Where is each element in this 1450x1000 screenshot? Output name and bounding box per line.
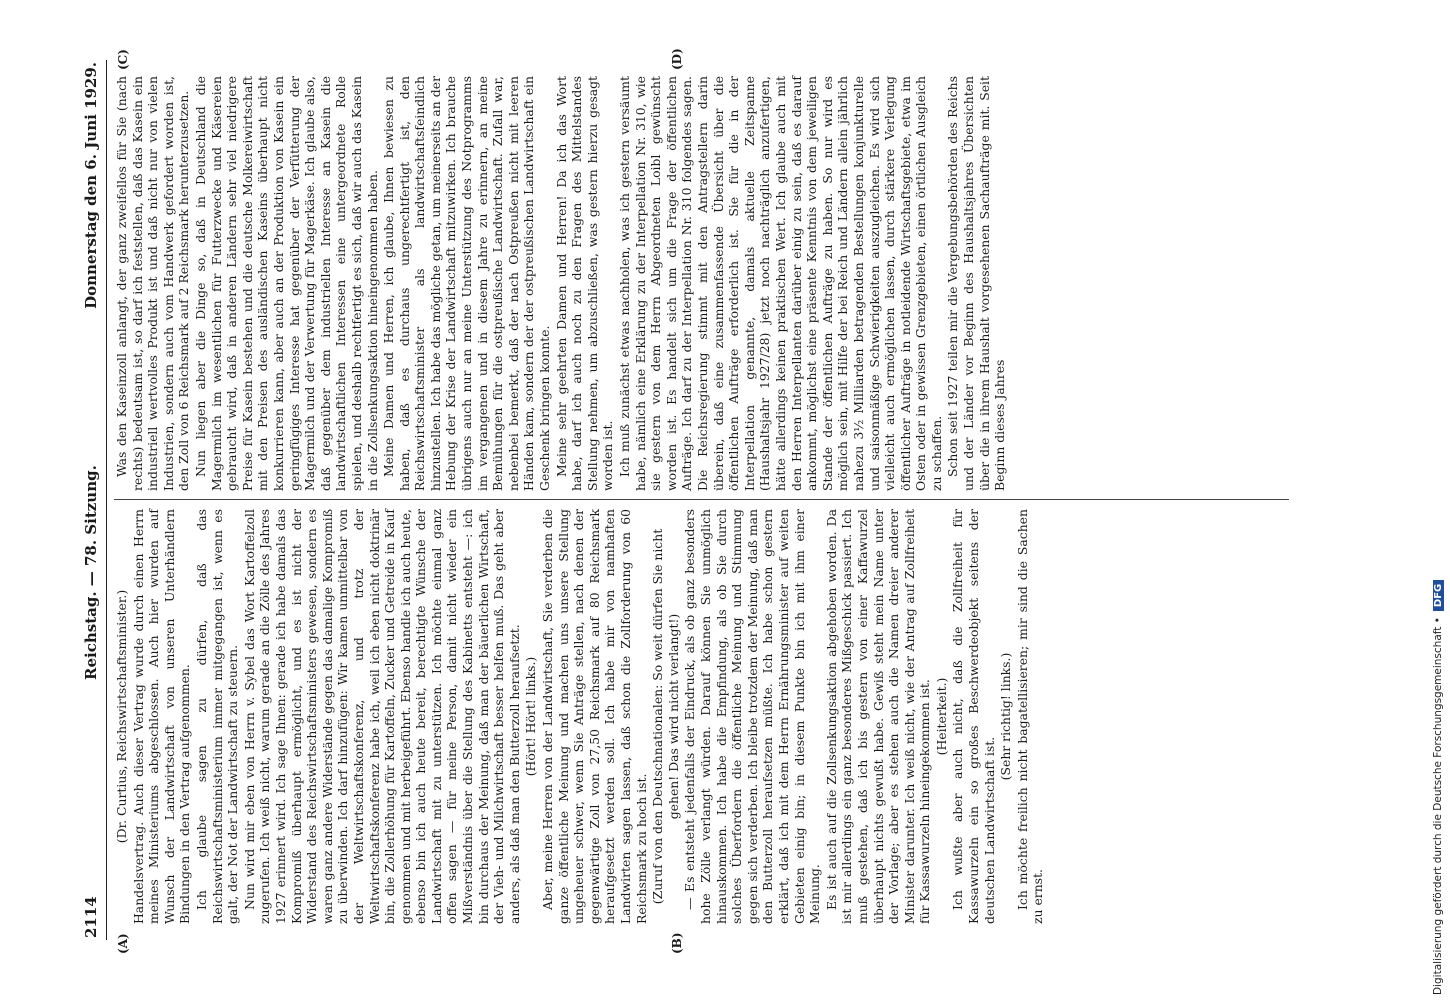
session-title: Reichstag. — 78. Sitzung. — [82, 465, 100, 680]
left-column — [114, 509, 1294, 924]
paragraph: Ich möchte freilich nicht bagatellisieren; mir sind die Sachen zu ernst. — [1014, 509, 1046, 924]
paragraph: Aber, meine Herren von der Landwirtschaft, Sie verderben die ganze öffentliche Meinung und machen uns unsere Stellung ungeheuer schwer, wenn Sie Anträge stellen, nach denen der gegenwärtige Zoll von 27,50 Reichsmark auf 80 Reichsmark heraufgesetzt werden soll. Ich habe mir von namhaften Landwirten sagen lassen, daß schon die Zollforderung von 60 Reichsmark zu hoch ist. — [540, 509, 649, 924]
margin-marker-b: (B) — [670, 932, 684, 954]
column-divider — [114, 499, 1289, 500]
paragraph: Meine sehr geehrten Damen und Herren! Da ich das Wort habe, darf ich auch noch zu den Fragen des Mittelstandes Stellung nehmen, um abzuschließen, was gestern hierzu gesagt worden ist. — [553, 76, 616, 491]
paragraph: Nun wird mir eben von Herrn v. Sybel das Wort Kartoffelzoll zugerufen. Ich weiß nicht, warum gerade an die Zölle des Jahres 1927 erinnert wird. Ich sage Ihnen: gerade ich habe damals das Kompromiß überhaupt ermöglicht, und es ist nicht der Widerstand des Reichswirtschaftsministers gewesen, sondern es waren ganz andere Widerstände gegen das damalige Kompromiß zu überwinden. Ich darf hinzufügen: Wir kamen unmittelbar von der Weltwirtschaftskonferenz, und trotz der Weltwirtschaftskonferenz habe ich, weil ich eben nicht doktrinär bin, die Zollerhöhung für Kartoffeln, Zucker und Getreide in Kauf genommen und mit herbeigeführt. Ebenso handle ich auch heute, ebenso bin ich auch heute bereit, berechtigte Wünsche der Landwirtschaft mit zu unterstützen. Ich möchte einmal ganz offen sagen — für meine Person, damit nicht wieder ein Mißverständnis über die Stellung des Kabinetts entsteht —: ich bin durchaus der Meinung, daß man der bäuerlichen Wirtschaft, der Vieh- und Milchwirtschaft besser helfen muß. Das geht aber anders, als daß man den Butterzoll heraufsetzt. — [241, 509, 522, 924]
paragraph: Was den Kaseinzoll anlangt, der ganz zweifellos für Sie (nach rechts) bedeutsam ist, so darf ich feststellen, daß das Kasein ein industriell wertvolles Produkt ist und daß nicht nur von vielen Industrien, sondern auch vom Handwerk gefordert worden ist, den Zoll von 6 Reichsmark auf 2 Reichsmark herunterzusetzen. — [114, 76, 192, 491]
paragraph: Schon seit 1927 teilen mir die Vergebungsbehörden des Reichs und der Länder vor Beginn des Haushaltsjahres Übersichten über die in ihrem Haushalt vorgesehenen Sachaufträge mit. Seit Beginn dieses Jahres — [945, 76, 1008, 491]
interjection: (Heiterkeit.) — [933, 677, 949, 756]
header-rule — [106, 60, 107, 940]
paragraph: Ich wußte aber auch nicht, daß die Zollfreiheit für Kassawurzeln ein so großes Beschwerdeobjekt seitens der deutschen Landwirtschaft ist. — [950, 509, 997, 924]
paragraph: Nun liegen aber die Dinge so, daß in Deutschland die Magermilch im wesentlichen für Futterzwecke und Käsereien gebraucht wird, daß in anderen Ländern sehr viel niedrigere Preise für Kasein bestehen und die deutsche Molkereiwirtschaft mit den Preisen des ausländischen Kaseins überhaupt nicht konkurrieren kann, aber auch an der Produktion von Kasein ein geringfügiges Interesse hat gegenüber der Verfütterung der Magermilch und der Verwertung für Magerkäse. Ich glaube also, daß gegenüber dem industriellen Interesse an Kasein die landwirtschaftlichen Interessen eine untergeordnete Rolle spielen, und deshalb rechtfertigt es sich, daß wir auch das Kasein in die Zollsenkungsaktion hineingenommen haben. — [192, 75, 380, 491]
margin-marker-a: (A) — [116, 933, 130, 954]
paragraph: Es ist auch auf die Zollsenkungsaktion abgehoben worden. Da ist mir allerdings ein ganz besonderes Mißgeschick passiert. Ich muß gestehen, daß ich bis gestern von einer Kaffawurzel überhaupt nichts gewußt habe. Gewiß steht mein Name unter der Vorlage; aber es stehen auch die Namen dreier anderer Minister darunter. Ich weiß nicht, wie der Antrag auf Zollfreiheit für Kassawurzeln hineingekommen ist. — [823, 509, 933, 924]
running-header — [80, 60, 106, 940]
margin-marker-d: (D) — [670, 48, 684, 70]
speaker-note: (Dr. Curtius, Reichswirtschaftsminister.) — [114, 589, 129, 844]
interjection: (Zuruf von den Deutschnationalen: So weit dürfen Sie nicht gehen! Das wird nicht verlangt!) — [650, 528, 681, 905]
rotated-page — [80, 48, 1310, 954]
paragraph: — Es entsteht jedenfalls der Eindruck, als ob ganz besonders hohe Zölle verlangt würden. Darauf können Sie unmöglich hinauskommen. Ich habe die Empfindung, als ob Sie durch solches Überfordern die öffentliche Meinung und Stimmung gegen sich verderben. Ich bleibe trotzdem der Meinung, daß man den Butterzoll heraufsetzen müßte. Ich habe schon gestern erklärt, daß ich mit dem Herrn Ernährungsminister auf weiten Gebieten einig bin; in diesem Punkte bin ich mit ihm einer Meinung. — [682, 509, 823, 924]
dfg-logo: DFG — [1433, 580, 1444, 611]
credit-text: Digitalisierung gefördert durch die Deutsche Forschungsgemeinschaft • — [1432, 617, 1444, 995]
paragraph: Ich glaube sagen zu dürfen, daß das Reichswirtschaftsministerium immer mitgegangen ist, wenn es galt, der Not der Landwirtschaft zu steuern. — [193, 509, 241, 924]
paragraph: Meine Damen und Herren, ich glaube, Ihnen bewiesen zu haben, daß es durchaus ungerechtfertigt ist, den Reichswirtschaftsminister als landwirtschaftsfeindlich hinzustellen. Ich habe das mögliche getan, um meinerseits an der Hebung der Krise der Landwirtschaft mitzuwirken. Ich brauche übrigens auch nur an meine Unterstützung des Notprogramms im vergangenen und in diesem Jahre zu erinnern, an meine Bemühungen für die ostpreußische Landwirtschaft. Zufall war, nebenbei bemerkt, daß der nach Ostpreußen nicht mit leeren Händen kam, sondern der der ostpreußischen Landwirtschaft ein Geschenk bringen konnte. — [381, 76, 553, 491]
page-number: 2114 — [82, 896, 100, 938]
interjection: (Sehr richtig! links.) — [998, 652, 1014, 781]
paragraph: Handelsvertrag. Auch dieser Vertrag wurde durch einen Herrn meines Ministeriums abgeschlossen. Auch hier wurden auf Wunsch der Landwirtschaft von unseren Unterhändlern Bindungen in den Vertrag aufgenommen. — [130, 509, 193, 924]
right-column — [114, 76, 1294, 491]
digitization-credit — [1432, 5, 1450, 995]
paragraph: Ich muß zunächst etwas nachholen, was ich gestern versäumt habe, nämlich eine Erklärung zu der Interpellation Nr. 310, wie sie gestern von dem Herrn Abgeordneten Loibl gewünscht worden ist. Es handelt sich um die Frage der öffentlichen Aufträge. Ich darf zu der Interpellation Nr. 310 folgendes sagen. Die Reichsregierung stimmt mit den Antragstellern darin überein, daß eine zusammenfassende Übersicht über die öffentlichen Aufträge erforderlich ist. Sie für die in der Interpellation genannte, damals aktuelle Zeitspanne (Haushaltsjahr 1927/28) jetzt noch nachträglich anzufertigen, hätte allerdings keinen praktischen Wert. Ich glaube auch mit den Herren Interpellanten darüber einig zu sein, daß es darauf ankommt, möglichst eine präsente Kenntnis von dem jeweiligen Stande der öffentlichen Aufträge zu haben. So nur wird es möglich sein, mit Hilfe der bei Reich und Ländern allein jährlich nahezu 3½ Milliarden betragenden Bestellungen konjunkturelle und saisonmäßige Schwierigkeiten auszugleichen. Es wird sich vielleicht auch ermöglichen lassen, durch stärkere Verlegung öffentlicher Aufträge in notleidende Wirtschaftsgebiete, etwa im Osten oder in gewissen Grenzgebieten, einen örtlichen Ausgleich zu schaffen. — [617, 76, 944, 491]
session-date: Donnerstag den 6. Juni 1929. — [82, 62, 100, 309]
margin-marker-c: (C) — [116, 49, 130, 70]
interjection: (Hört! Hört! links.) — [523, 656, 539, 777]
